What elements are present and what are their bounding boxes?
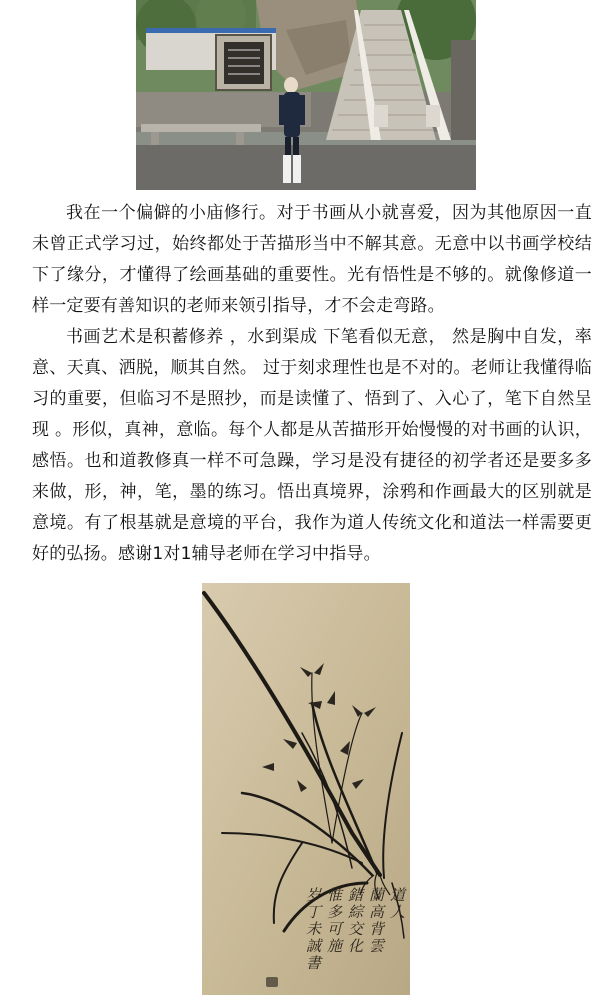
inscription-column: 道人 bbox=[388, 887, 406, 921]
painting-inscription bbox=[305, 887, 404, 972]
inscription-column: 岁丁未誠書 bbox=[304, 887, 322, 972]
orchid-painting bbox=[202, 583, 410, 995]
artist-seal bbox=[266, 977, 278, 987]
article-paragraph-1: 我在一个偏僻的小庙修行。对于书画从小就喜爱，因为其他原因一直未曾正式学习过，始终都处于苦描形当中不解其意。无意中以书画学校结下了缘分，才懂得了绘画基础的重要性。光有悟性是不够的。就像修道一样一定要有善知识的老师来领引指导，才不会走弯路。 bbox=[32, 203, 592, 316]
article-paragraph-2: 书画艺术是积蓄修养 ，水到渠成 下笔看似无意， 然是胸中自发，率意、天真、洒脱，顺其自然。 过于刻求理性也是不对的。老师让我懂得临习的重要，但临习不是照抄，而是读懂了、悟到了、入心了，笔下自然呈现 。形似，真神，意临。每个人都是从苦描形开始慢慢的对书画的认识，感悟。也和道教修真一样不可急躁，学习是没有捷径的初学者还是要多多来做，形，神，笔，墨的练习。悟出真境界，涂鸦和作画最大的区别就是意境。有了根基就是意境的平台，我作为道人传统文化和道法一样需要更好的弘扬。感谢1对1辅导老师在学习中指导。 bbox=[32, 327, 592, 564]
inscription-column: 錯綜交化 bbox=[346, 887, 364, 955]
temple-photo-drawing bbox=[136, 0, 476, 190]
inscription-column: 惟多可施 bbox=[325, 887, 343, 955]
inscription-column: 蘭高背雲 bbox=[367, 887, 385, 955]
temple-photo bbox=[136, 0, 476, 190]
article bbox=[32, 198, 592, 570]
